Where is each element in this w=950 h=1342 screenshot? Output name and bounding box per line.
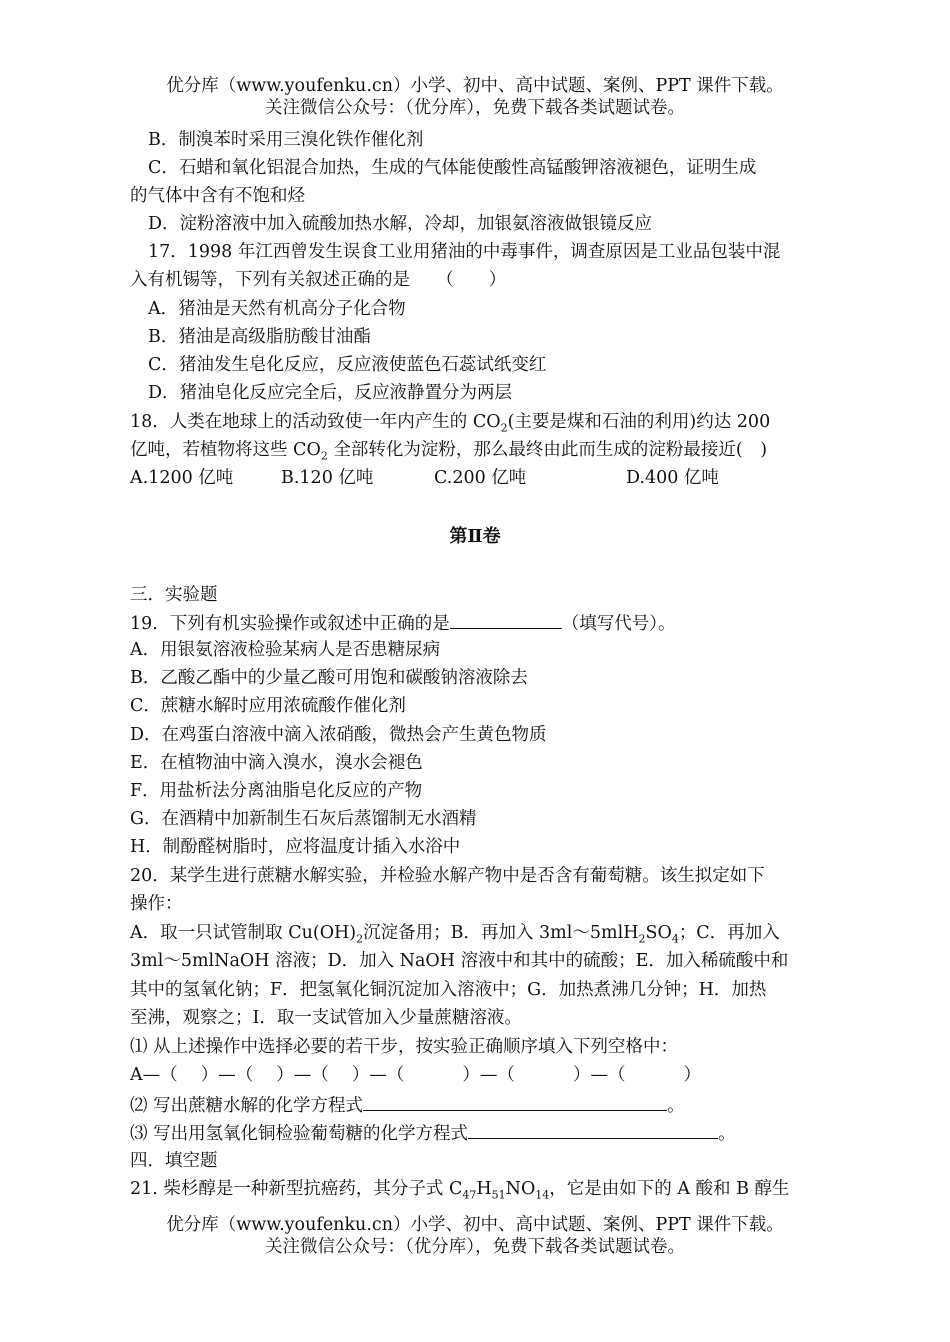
q18-option-b: B.120 亿吨 bbox=[281, 468, 374, 488]
footer-line-2: 关注微信公众号：（优分库），免费下载各类试题试卷。 bbox=[265, 1237, 685, 1257]
q19-option-e: E．在植物油中滴入溴水，溴水会褪色 bbox=[130, 753, 423, 773]
q16-option-d: D．淀粉溶液中加入硫酸加热水解，冷却，加银氨溶液做银镜反应 bbox=[148, 214, 653, 234]
q17-option-d: D．猪油皂化反应完全后，反应液静置分为两层 bbox=[148, 383, 513, 403]
q20-sequence: A—（ ）—（ ）—（ ）—（ ）—（ ）—（ ） bbox=[130, 1065, 702, 1085]
q19-option-f: F．用盐析法分离油脂皂化反应的产物 bbox=[130, 781, 423, 801]
q20-part1: ⑴ 从上述操作中选择必要的若干步，按实验正确顺序填入下列空格中： bbox=[130, 1037, 679, 1057]
q19-option-a: A．用银氨溶液检验某病人是否患糖尿病 bbox=[130, 640, 441, 660]
q16-option-c-line1: C．石蜡和氧化铝混合加热，生成的气体能使酸性高锰酸钾溶液褪色，证明生成 bbox=[148, 158, 757, 178]
q19-option-c: C．蔗糖水解时应用浓硫酸作催化剂 bbox=[130, 696, 406, 716]
q19-option-g: G．在酒精中加新制生石灰后蒸馏制无水酒精 bbox=[130, 809, 477, 829]
q20-steps-line3: 其中的氢氧化钠；F．把氢氧化铜沉淀加入溶液中；G．加热煮沸几分钟；H．加热 bbox=[130, 980, 767, 1000]
q16-option-c-line2: 的气体中含有不饱和烃 bbox=[130, 186, 305, 206]
q18-stem-line1: 18．人类在地球上的活动致使一年内产生的 $CO_2$(主要是煤和石油的利用)约达 200 bbox=[130, 412, 771, 435]
q19-option-h: H．制酚醛树脂时，应将温度计插入水浴中 bbox=[130, 837, 461, 857]
q20-part3: ⑶ 写出用氢氧化铜检验葡萄糖的化学方程式 。 bbox=[130, 1120, 736, 1146]
footer-line-1: 优分库（www.youfenku.cn）小学、初中、高中试题、案例、PPT 课件下载。 bbox=[166, 1215, 784, 1235]
q20-part2: ⑵ 写出蔗糖水解的化学方程式 。 bbox=[130, 1092, 685, 1118]
q20-steps-line4: 至沸，观察之；I．取一支试管加入少量蔗糖溶液。 bbox=[130, 1008, 522, 1028]
q18-option-a: A.1200 亿吨 bbox=[130, 468, 234, 488]
q20-part3-blank[interactable] bbox=[468, 1120, 718, 1139]
q17-stem-line2: 入有机锡等，下列有关叙述正确的是 （ ） bbox=[130, 270, 507, 290]
q20-steps-line2: 3ml～5mlNaOH 溶液；D．加入 NaOH 溶液中和其中的硫酸；E．加入稀硫酸中和 bbox=[130, 951, 789, 971]
q17-stem-line1: 17．1998 年江西曾发生误食工业用猪油的中毒事件，调查原因是工业品包装中混 bbox=[148, 242, 781, 262]
q21-stem: 21. 柴杉醇是一种新型抗癌药，其分子式 $C_{47}H_{51}NO_{14}$，它是由如下的 A 酸和 B 醇生 bbox=[130, 1179, 790, 1202]
q16-option-b: B．制溴苯时采用三溴化铁作催化剂 bbox=[148, 130, 424, 150]
q17-option-c: C．猪油发生皂化反应，反应液使蓝色石蕊试纸变红 bbox=[148, 355, 547, 375]
q20-steps-line1: A．取一只试管制取 $Cu(OH)_2$沉淀备用；B．再加入 $3ml\sim 5mlH_2SO_4$；C．再加入 bbox=[130, 923, 780, 946]
q20-stem-line1: 20．某学生进行蔗糖水解实验，并检验水解产物中是否含有葡萄糖。该生拟定如下 bbox=[130, 866, 765, 886]
section3-heading: 三．实验题 bbox=[130, 585, 218, 605]
q18-stem-line2: 亿吨，若植物将这些 $CO_2$ 全部转化为淀粉，那么最终由此而生成的淀粉最接近( ) bbox=[130, 440, 768, 463]
q17-option-a: A．猪油是天然有机高分子化合物 bbox=[148, 299, 406, 319]
q19-answer-blank[interactable] bbox=[450, 610, 562, 629]
q19-option-b: B．乙酸乙酯中的少量乙酸可用饱和碳酸钠溶液除去 bbox=[130, 668, 528, 688]
q19-option-d: D．在鸡蛋白溶液中滴入浓硝酸，微热会产生黄色物质 bbox=[130, 725, 547, 745]
header-line-1: 优分库（www.youfenku.cn）小学、初中、高中试题、案例、PPT 课件下载。 bbox=[166, 76, 784, 96]
q20-stem-line2: 操作： bbox=[130, 894, 183, 914]
q18-option-d: D.400 亿吨 bbox=[626, 468, 719, 488]
header-line-2: 关注微信公众号：（优分库），免费下载各类试题试卷。 bbox=[265, 98, 685, 118]
q17-option-b: B．猪油是高级脂肪酸甘油酯 bbox=[148, 327, 371, 347]
q20-part2-blank[interactable] bbox=[363, 1092, 667, 1111]
part2-title: 第Ⅱ卷 bbox=[449, 526, 501, 547]
q19-stem: 19．下列有机实验操作或叙述中正确的是 （填写代号）。 bbox=[130, 610, 676, 636]
section4-heading: 四．填空题 bbox=[130, 1151, 218, 1171]
q18-option-c: C.200 亿吨 bbox=[434, 468, 527, 488]
